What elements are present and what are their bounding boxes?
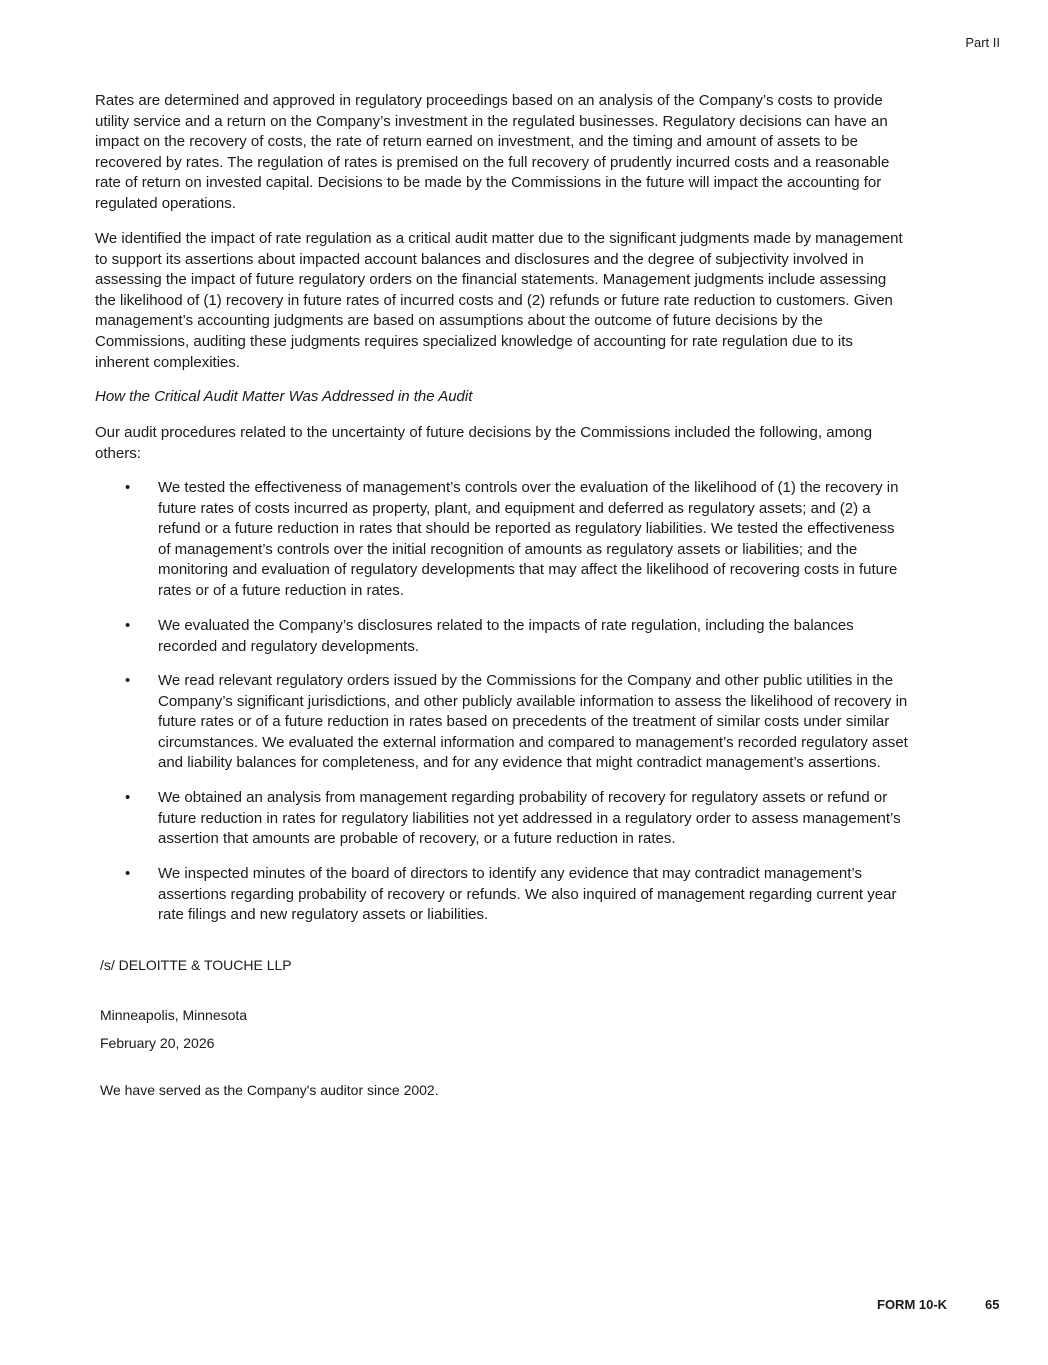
- text-line: management’s accounting judgments are based on assumptions about the outcome of future decisions by the: [95, 312, 823, 330]
- text-line: future rates or of a future reduction in rates based on precedents of the treatment of similar costs under similar: [158, 713, 890, 731]
- bullet-icon: •: [125, 617, 131, 634]
- text-line: Commissions, auditing these judgments requires specialized knowledge of accounting for rate regulation due to its: [95, 332, 853, 350]
- bullet-item: [95, 788, 901, 850]
- bullet-item: [95, 671, 908, 774]
- text-line: recorded and regulatory developments.: [158, 637, 419, 655]
- text-line: to support its assertions about impacted account balances and disclosures and the degree of subjectivity involved in: [95, 250, 864, 268]
- text-line: We read relevant regulatory orders issued by the Commissions for the Company and other public utilities in the: [158, 672, 894, 689]
- text-line: rate of return on invested capital. Decisions to be made by the Commissions in the future will impact the accounting for: [95, 174, 882, 192]
- text-line: inherent complexities.: [95, 353, 241, 371]
- bullet-icon: •: [125, 479, 131, 496]
- text-line: We evaluated the Company’s disclosures related to the impacts of rate regulation, including the balances: [158, 617, 854, 634]
- bullet-item: [95, 864, 896, 926]
- text-line: We inspected minutes of the board of directors to identify any evidence that may contradict management’s: [158, 865, 862, 882]
- bullet-icon: •: [125, 865, 131, 882]
- text-line: refund or a future reduction in rates that should be reported as regulatory liabilities. We tested the effectiveness: [158, 520, 895, 538]
- bullet-item: [95, 616, 854, 657]
- text-line: recovered by rates. The regulation of rates is premised on the full recovery of prudently incurred costs and a reasonable: [95, 153, 890, 171]
- text-line: assertions regarding probability of recovery or refunds. We also inquired of management regarding current year: [158, 885, 897, 903]
- text-line: rates or of a future reduction in rates.: [158, 581, 404, 599]
- subheading: [95, 387, 472, 408]
- text-line: Company’s significant jurisdictions, and other publicly available information to assess the likelihood of recovery in: [158, 692, 908, 710]
- text-line: others:: [95, 444, 141, 462]
- text-line: Rates are determined and approved in regulatory proceedings based on an analysis of the Company’s costs to provide: [95, 92, 883, 109]
- text-line: impact on the recovery of costs, the rate of return earned on investment, and the timing and amount of assets to be: [95, 133, 858, 151]
- text-line: and liability balances for completeness, and for any evidence that might contradict management’s assertions.: [158, 754, 881, 772]
- paragraph-procedures: [95, 423, 872, 464]
- signing-location: Minneapolis, Minnesota: [100, 1007, 248, 1023]
- text-line: assessing the impact of future regulatory orders on the financial statements. Management judgments include assessing: [95, 271, 887, 289]
- text-line: regulated operations.: [95, 194, 236, 212]
- paragraph-critical-audit-matter: [95, 229, 903, 373]
- subheading-text: How the Critical Audit Matter Was Addressed in the Audit: [95, 388, 473, 405]
- text-line: the likelihood of (1) recovery in future rates of incurred costs and (2) refunds or future rate reduction to customers. Given: [95, 291, 893, 309]
- text-line: utility service and a return on the Company’s investment in the regulated businesses. Regulatory decisions can have an: [95, 112, 888, 130]
- text-line: assertion that amounts are probable of recovery, or a future reduction in rates.: [158, 830, 676, 848]
- page-number: 65: [985, 1297, 1000, 1312]
- bullet-item: [95, 478, 898, 602]
- text-line: We identified the impact of rate regulation as a critical audit matter due to the significant judgments made by management: [95, 230, 903, 247]
- text-line: future rates of costs incurred as property, plant, and equipment and deferred as regulatory assets; and (2) a: [158, 499, 871, 517]
- paragraph-rates: [95, 91, 889, 215]
- text-line: Our audit procedures related to the uncertainty of future decisions by the Commissions included the following, among: [95, 424, 873, 441]
- text-line: rate filings and new regulatory assets or liabilities.: [158, 906, 489, 924]
- text-line: monitoring and evaluation of regulatory developments that may affect the likelihood of recovering costs in future: [158, 561, 898, 579]
- bullet-icon: •: [125, 672, 131, 689]
- auditor-signature: /s/ DELOITTE & TOUCHE LLP: [100, 957, 292, 973]
- text-line: future reduction in rates for regulatory liabilities not yet addressed in a regulatory order to assess management’s: [158, 809, 901, 827]
- footer-form-label: FORM 10-K: [877, 1297, 948, 1312]
- auditor-tenure: We have served as the Company's auditor since 2002.: [100, 1082, 439, 1098]
- text-line: We tested the effectiveness of management’s controls over the evaluation of the likelihood of (1) the recovery in: [158, 479, 899, 496]
- bullet-icon: •: [125, 789, 131, 806]
- text-line: of management’s controls over the initial recognition of amounts as regulatory assets or liabilities; and the: [158, 540, 858, 558]
- text-line: circumstances. We evaluated the external information and compared to management’s recorded regulatory asset: [158, 733, 908, 751]
- text-line: We obtained an analysis from management regarding probability of recovery for regulatory assets or refund or: [158, 789, 888, 806]
- signing-date: February 20, 2026: [100, 1035, 215, 1051]
- section-header: Part II: [965, 35, 1000, 50]
